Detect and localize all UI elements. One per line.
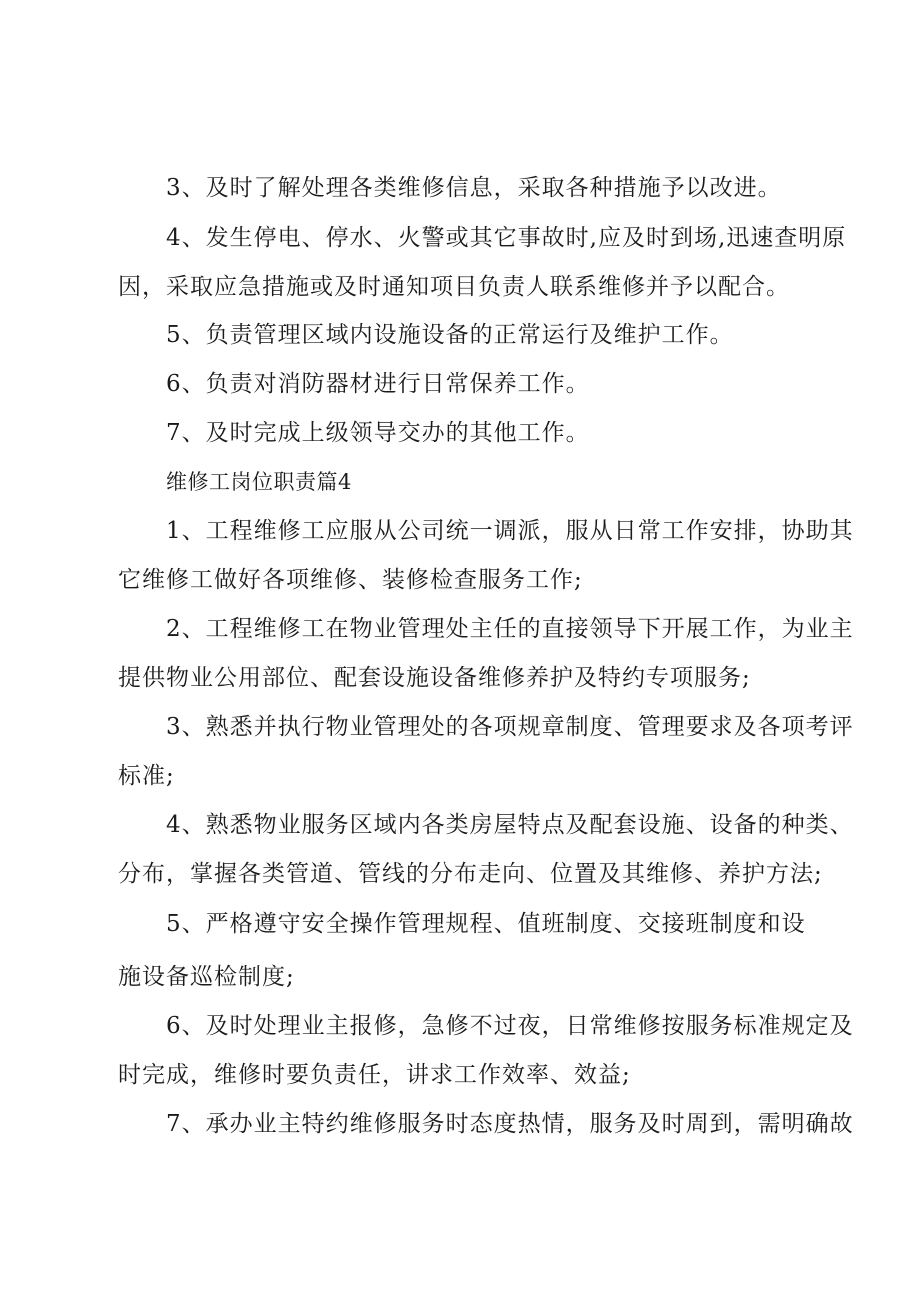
paragraph-line: 分布，掌握各类管道、管线的分布走向、位置及其维修、养护方法; [118, 861, 823, 887]
paragraph-line: 1、工程维修工应服从公司统一调派，服从日常工作安排，协助其 [166, 518, 854, 544]
paragraph-line: 提供物业公用部位、配套设施设备维修养护及特约专项服务; [118, 665, 751, 691]
paragraph-line: 7、承办业主特约维修服务时态度热情，服务及时周到，需明确故 [166, 1111, 854, 1137]
paragraph-line: 3、熟悉并执行物业管理处的各项规章制度、管理要求及各项考评 [166, 714, 854, 740]
paragraph-line: 因，采取应急措施或及时通知项目负责人联系维修并予以配合。 [118, 274, 790, 300]
paragraph-line: 6、及时处理业主报修，急修不过夜，日常维修按服务标准规定及 [166, 1013, 854, 1039]
paragraph-line: 3、及时了解处理各类维修信息，采取各种措施予以改进。 [166, 175, 782, 201]
section-heading: 维修工岗位职责篇4 [166, 470, 352, 494]
paragraph-line: 4、发生停电、停水、火警或其它事故时,应及时到场,迅速查明原 [166, 225, 847, 251]
paragraph-line: 5、严格遵守安全操作管理规程、值班制度、交接班制度和设 [166, 911, 806, 937]
paragraph-line: 它维修工做好各项维修、装修检查服务工作; [118, 567, 583, 593]
paragraph-line: 2、工程维修工在物业管理处主任的直接领导下开展工作，为业主 [166, 616, 854, 642]
paragraph-line: 4、熟悉物业服务区域内各类房屋特点及配套设施、设备的种类、 [166, 812, 854, 838]
paragraph-line: 5、负责管理区域内设施设备的正常运行及维护工作。 [166, 322, 734, 348]
paragraph-line: 施设备巡检制度; [118, 964, 295, 990]
paragraph-line: 时完成，维修时要负责任，讲求工作效率、效益; [118, 1062, 631, 1088]
paragraph-line: 6、负责对消防器材进行日常保养工作。 [166, 371, 590, 397]
paragraph-line: 标准; [118, 763, 175, 789]
paragraph-line: 7、及时完成上级领导交办的其他工作。 [166, 420, 590, 446]
